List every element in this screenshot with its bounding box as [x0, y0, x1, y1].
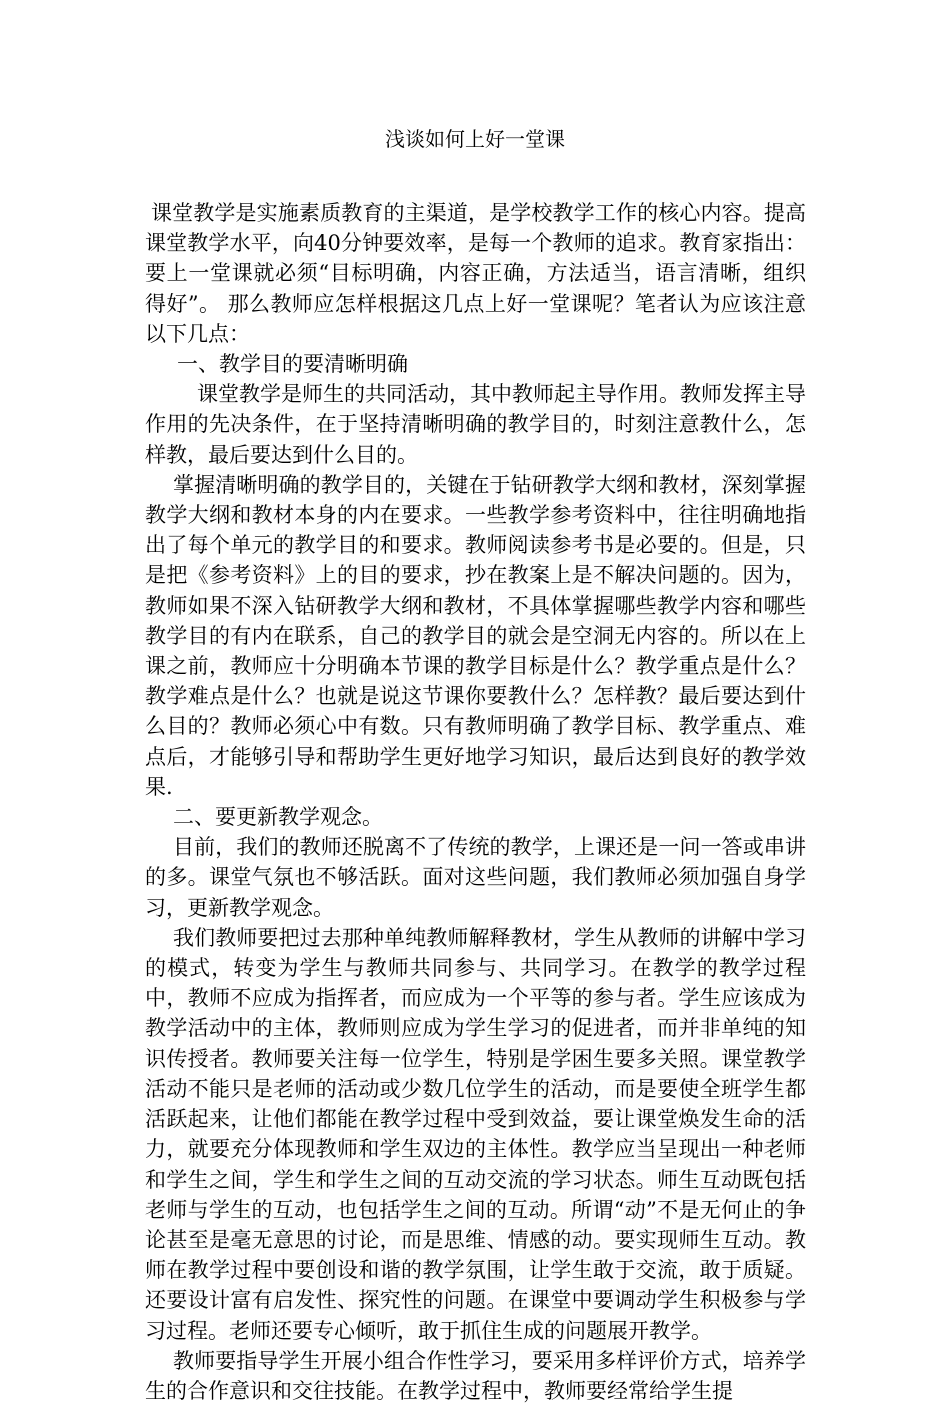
paragraph: 掌握清晰明确的教学目的，关键在于钻研教学大纲和教材，深刻掌握教学大纲和教材本身的内在要求。一些教学参考资料中，往往明确地指出了每个单元的教学目的和要求。教师阅读参考书是必要的。但是，只是把《参考资料》上的目的要求，抄在教案上是不解决问题的。因为，教师如果不深入钻研教学大纲和教材，不具体掌握哪些教学内容和哪些教学目的有内在联系，自己的教学目的就会是空洞无内容的。所以在上课之前，教师应十分明确本节课的教学目标是什么？教学重点是什么？教学难点是什么？也就是说这节课你要教什么？怎样教？最后要达到什么目的？教师必须心中有数。只有教师明确了教学目标、教学重点、难点后，才能够引导和帮助学生更好地学习知识，最后达到良好的教学效果. — [145, 472, 806, 799]
paragraph: 教师要指导学生开展小组合作性学习，要采用多样评价方式，培养学生的合作意识和交往技能。在教学过程中，教师要经常给学生提 — [145, 1348, 806, 1403]
paragraph-intro: 课堂教学是实施素质教育的主渠道，是学校教学工作的核心内容。提高课堂教学水平，向40分钟要效率，是每一个教师的追求。教育家指出：要上一堂课就必须“目标明确，内容正确，方法适当，语言清晰，组织得好”。 那么教师应怎样根据这几点上好一堂课呢？笔者认为应该注意以下几点： — [145, 201, 806, 346]
paragraph: 我们教师要把过去那种单纯教师解释教材，学生从教师的讲解中学习的模式，转变为学生与教师共同参与、共同学习。在教学的教学过程中，教师不应成为指挥者，而应成为一个平等的参与者。学生应该成为教学活动中的主体，教师则应成为学生学习的促进者，而并非单纯的知识传授者。教师要关注每一位学生，特别是学困生要多关照。课堂教学活动不能只是老师的活动或少数几位学生的活动，而是要使全班学生都活跃起来，让他们都能在教学过程中受到效益，要让课堂焕发生命的活力，就要充分体现教师和学生双边的主体性。教学应当呈现出一种老师和学生之间，学生和学生之间的互动交流的学习状态。师生互动既包括老师与学生的互动，也包括学生之间的互动。所谓“动”不是无何止的争论甚至是毫无意思的讨论，而是思维、情感的动。要实现师生互动。教师在教学过程中要创设和谐的教学氛围，让学生敢于交流，敢于质疑。还要设计富有启发性、探究性的问题。在课堂中要调动学生积极参与学习过程。老师还要专心倾听，敢于抓住生成的问题展开教学。 — [145, 925, 806, 1343]
document-title: 浅谈如何上好一堂课 — [385, 127, 565, 151]
section-heading-1: 一、教学目的要清晰明确 — [177, 352, 408, 377]
paragraph: 目前，我们的教师还脱离不了传统的教学，上课还是一问一答或串讲的多。课堂气氛也不够活跃。面对这些问题，我们教师必须加强自身学习，更新教学观念。 — [145, 835, 806, 920]
document-body — [145, 198, 806, 1406]
section-heading-2: 二、要更新教学观念。 — [173, 805, 383, 830]
paragraph: 课堂教学是师生的共同活动，其中教师起主导作用。教师发挥主导作用的先决条件，在于坚持清晰明确的教学目的，时刻注意教什么，怎样教，最后要达到什么目的。 — [145, 382, 806, 467]
